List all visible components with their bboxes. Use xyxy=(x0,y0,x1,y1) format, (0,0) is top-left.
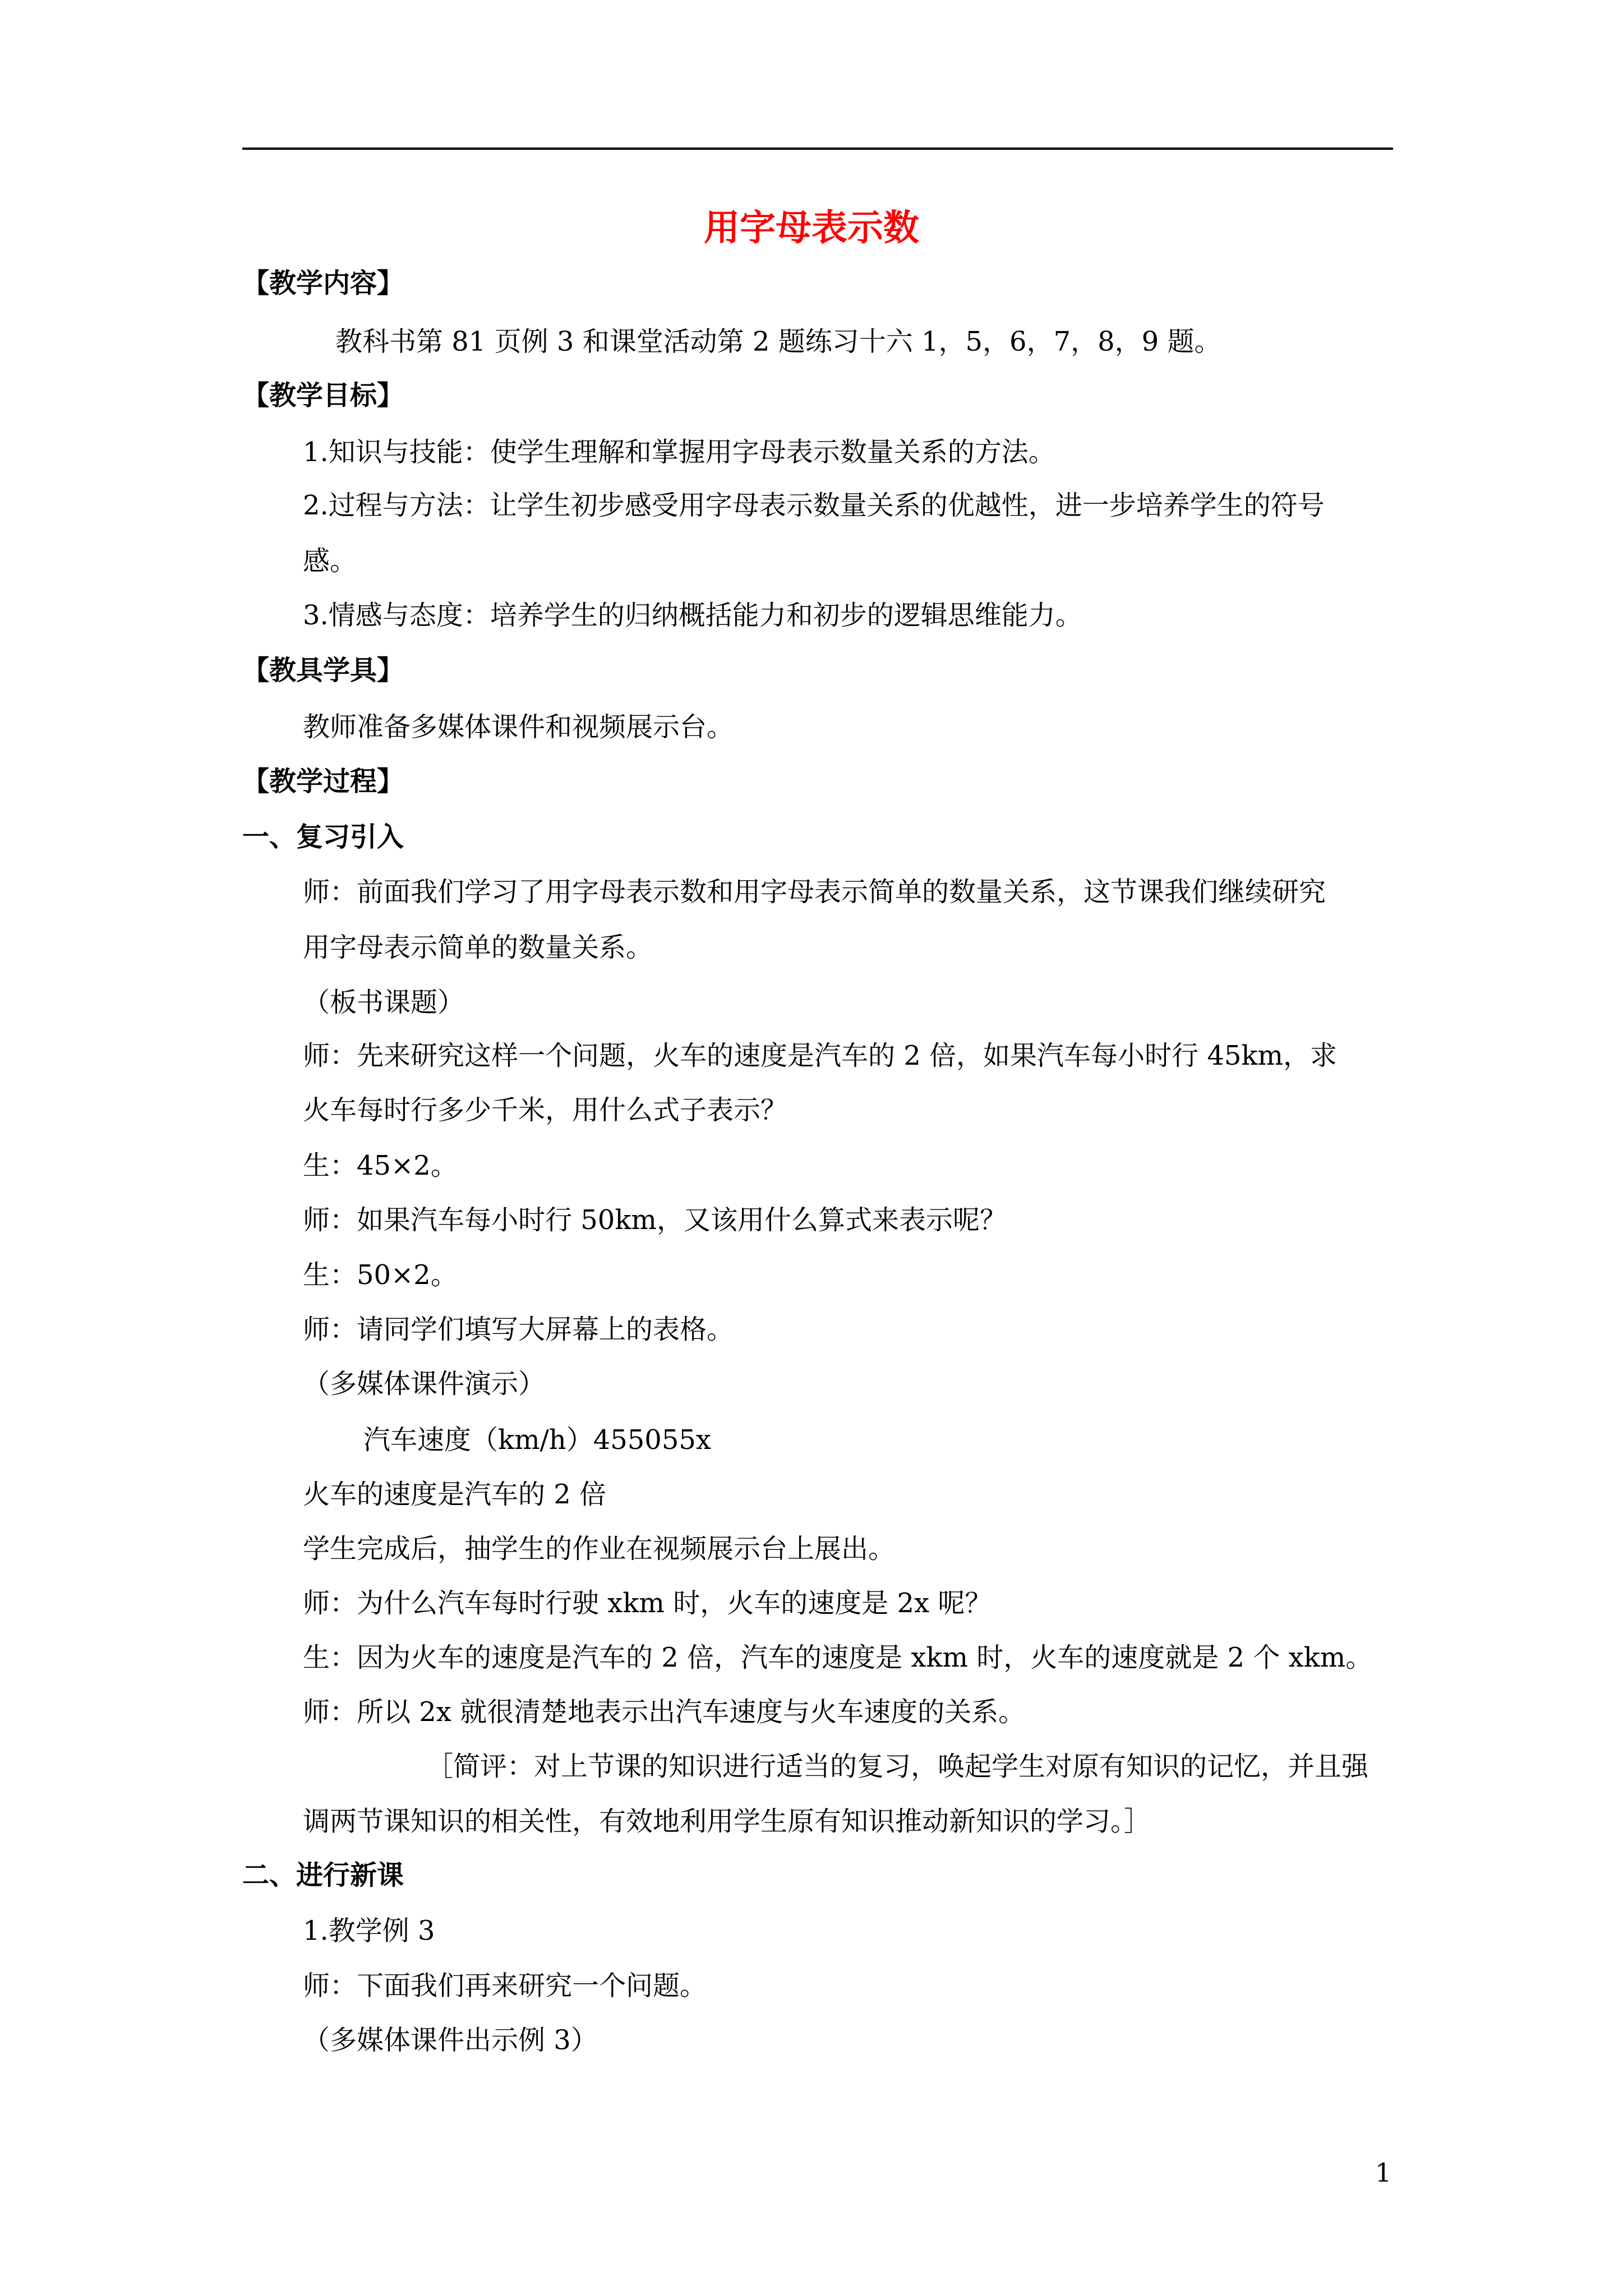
section-heading-new-lesson: 二、进行新课 xyxy=(242,1860,404,1891)
paragraph-line: 师：前面我们学习了用字母表示数和用字母表示简单的数量关系，这节课我们继续研究 xyxy=(303,876,1326,908)
section-heading-tools: 【教具学具】 xyxy=(242,655,404,686)
paragraph-line: 师：为什么汽车每时行驶 xkm 时，火车的速度是 2x 呢？ xyxy=(303,1588,992,1619)
paragraph-line: 生：因为火车的速度是汽车的 2 倍，汽车的速度是 xkm 时，火车的速度就是 2 个 xkm。 xyxy=(303,1642,1373,1673)
paragraph-line: 1.知识与技能：使学生理解和掌握用字母表示数量关系的方法。 xyxy=(303,436,1055,468)
paragraph-line: ［简评：对上节课的知识进行适当的复习，唤起学生对原有知识的记忆，并且强 xyxy=(426,1751,1369,1782)
section-heading-goals: 【教学目标】 xyxy=(242,380,404,411)
header-rule xyxy=(242,148,1393,150)
paragraph-line: 师：先来研究这样一个问题，火车的速度是汽车的 2 倍，如果汽车每小时行 45km，求 xyxy=(303,1040,1337,1071)
paragraph-line: 学生完成后，抽学生的作业在视频展示台上展出。 xyxy=(303,1533,896,1565)
paragraph-line: 1.教学例 3 xyxy=(303,1915,435,1947)
section-heading-content: 【教学内容】 xyxy=(242,268,404,299)
paragraph-line: 师：如果汽车每小时行 50km，又该用什么算式来表示呢？ xyxy=(303,1204,1007,1236)
paragraph-line: 生：50×2。 xyxy=(303,1259,458,1291)
paragraph-line: （多媒体课件演示） xyxy=(303,1368,546,1400)
paragraph-line: 师：所以 2x 就很清楚地表示出汽车速度与火车速度的关系。 xyxy=(303,1696,1026,1728)
paragraph-line: 生：45×2。 xyxy=(303,1150,458,1181)
paragraph-line: 调两节课知识的相关性，有效地利用学生原有知识推动新知识的学习。］ xyxy=(303,1806,1151,1837)
paragraph-line: 教师准备多媒体课件和视频展示台。 xyxy=(303,711,734,743)
paragraph-line: 师：请同学们填写大屏幕上的表格。 xyxy=(303,1314,734,1345)
paragraph-line: 火车的速度是汽车的 2 倍 xyxy=(303,1479,607,1510)
paragraph-line: 3.情感与态度：培养学生的归纳概括能力和初步的逻辑思维能力。 xyxy=(303,600,1082,631)
paragraph-line: （多媒体课件出示例 3） xyxy=(303,2024,598,2056)
paragraph-line: （板书课题） xyxy=(303,987,465,1018)
paragraph-line: 感。 xyxy=(303,545,357,577)
paragraph-line: 2.过程与方法：让学生初步感受用字母表示数量关系的优越性，进一步培养学生的符号 xyxy=(303,490,1325,521)
section-heading-process: 【教学过程】 xyxy=(242,766,404,797)
paragraph-line: 火车每时行多少千米，用什么式子表示？ xyxy=(303,1094,788,1126)
paragraph-line: 用字母表示简单的数量关系。 xyxy=(303,932,653,963)
paragraph-line: 教科书第 81 页例 3 和课堂活动第 2 题练习十六 1，5，6，7，8，9 题。 xyxy=(335,326,1221,357)
section-heading-review: 一、复习引入 xyxy=(242,821,404,853)
paragraph-line: 师：下面我们再来研究一个问题。 xyxy=(303,1970,707,2001)
paragraph-line: 汽车速度（km/h）455055x xyxy=(363,1424,711,1456)
page-number: 1 xyxy=(1375,2157,1392,2188)
page-title: 用字母表示数 xyxy=(704,207,919,249)
